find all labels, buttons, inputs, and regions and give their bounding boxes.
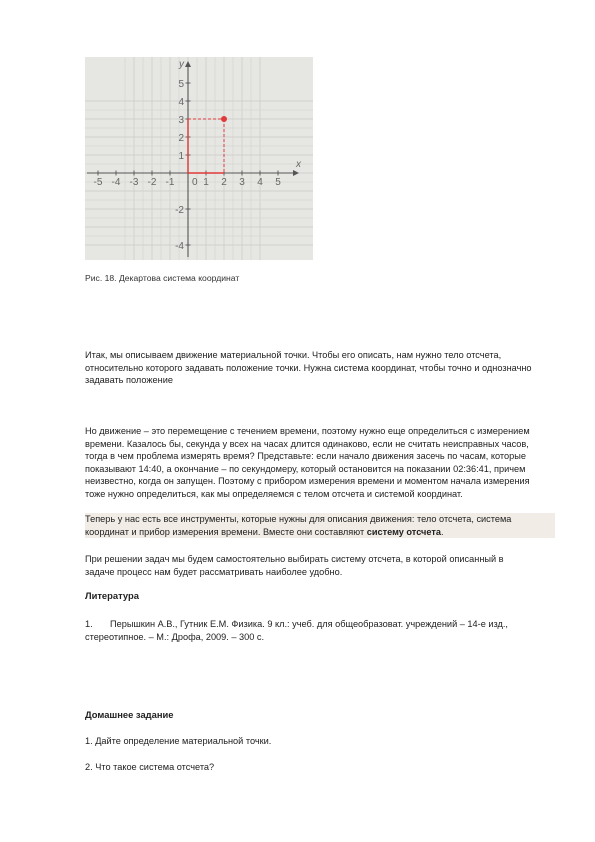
literature-item-text: Перышкин А.В., Гутник Е.М. Физика. 9 кл.: учеб. для общеобразоват. учреждений – 14-е изд., стереотипное. – М.: Дрофа, 2009. – 300 с. — [85, 619, 508, 642]
paragraph-intro: Итак, мы описываем движение материальной точки. Чтобы его описать, нам нужно тело отсчета, относительно которого задавать положение точки. Нужна система координат, чтобы точно и однозначно задавать положение — [85, 350, 532, 386]
paragraph-reference-frame-text: Теперь у нас есть все инструменты, которые нужны для описания движения: тело отсчета, система координат и прибор измерения времени. Вместе они составляют — [85, 514, 512, 537]
point-marker — [221, 116, 227, 122]
y-tick-label: 1 — [178, 151, 184, 162]
homework-item-2: 2. Что такое система отсчета? — [85, 762, 215, 772]
coordinate-system-figure — [85, 57, 313, 260]
figure-caption: Рис. 18. Декартова система координат — [85, 273, 240, 283]
y-axis-label: y — [179, 59, 184, 70]
reference-frame-term: систему отсчета — [366, 526, 441, 537]
paragraph-reference-frame — [85, 513, 555, 538]
x-tick-label: 1 — [203, 177, 209, 188]
x-tick-label: 4 — [257, 177, 263, 188]
homework-item-1: 1. Дайте определение материальной точки. — [85, 736, 272, 746]
y-tick-label: -4 — [175, 241, 184, 252]
x-tick-label: -1 — [165, 177, 175, 188]
literature-item — [85, 618, 535, 643]
y-tick-label: 5 — [178, 79, 184, 90]
x-axis-label: x — [296, 159, 301, 170]
literature-item-number: 1. — [85, 619, 93, 629]
x-tick-label: 5 — [275, 177, 281, 188]
x-tick-label: -2 — [147, 177, 157, 188]
y-tick-label: 3 — [178, 115, 184, 126]
paragraph-reference-frame-end: . — [441, 526, 444, 537]
paragraph-problem-solving: При решении задач мы будем самостоятельно выбирать систему отсчета, в которой описанный в задаче процесс нам будет рассматривать наиболее удобно. — [85, 554, 504, 577]
y-tick-label: -2 — [175, 205, 184, 216]
x-tick-label: -3 — [129, 177, 139, 188]
y-tick-label: 2 — [178, 133, 184, 144]
origin-label: 0 — [192, 177, 198, 188]
x-tick-label: 3 — [239, 177, 245, 188]
x-tick-label: 2 — [221, 177, 227, 188]
x-axis-arrow — [293, 170, 299, 176]
paragraph-time: Но движение – это перемещение с течением времени, поэтому нужно еще определиться с измерением времени. Казалось бы, секунда у всех на часах длится одинаково, если не считать неисправных часов, тогда в чем проблема измерять время? Представьте: если начало движения засечь по часам, которые показывают 14:40, а окончание – по секундомеру, который остановится на показании 02:36:41, причем неизвестно, когда он запущен. Поэтому с прибором измерения времени и моментом начала измерения тоже нужно определиться, как мы определяемся с телом отсчета и системой координат. — [85, 426, 530, 499]
homework-heading: Домашнее задание — [85, 709, 174, 720]
coordinate-plot — [85, 57, 313, 260]
y-tick-label: 4 — [178, 97, 184, 108]
y-axis-arrow — [185, 61, 191, 67]
literature-heading: Литература — [85, 590, 139, 601]
x-tick-label: -4 — [111, 177, 121, 188]
x-tick-label: -5 — [93, 177, 103, 188]
